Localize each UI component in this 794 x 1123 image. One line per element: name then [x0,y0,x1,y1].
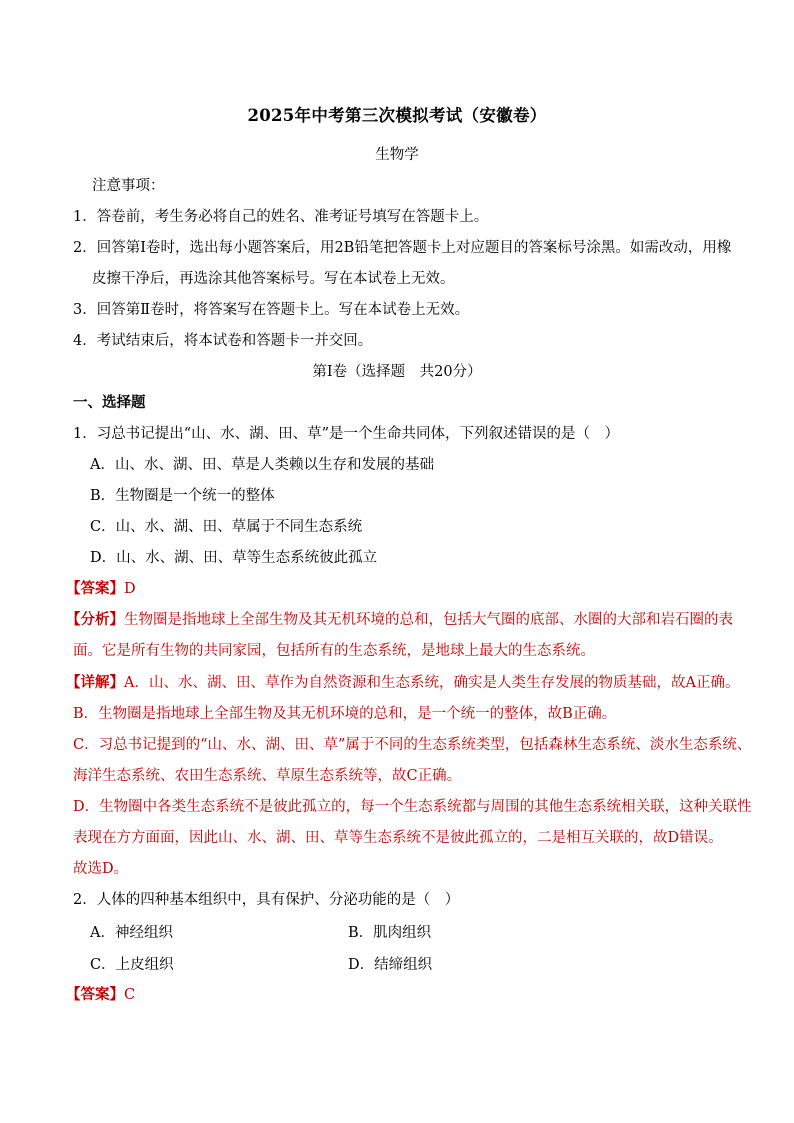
notice-heading: 注意事项： [92,178,165,194]
q1-analysis-line-1 [66,610,733,630]
q1-analysis-line-2: 面。它是所有生物的共同家园，包括所有的生态系统，是地球上最大的生态系统。 [73,643,595,659]
section-title: 一、选择题 [73,394,146,411]
q1-detail-line-7: 故选D。 [73,861,129,877]
answer-value: C [124,987,136,1003]
answer-value: D [124,581,136,597]
detail-text: A．山、水、湖、田、草作为自然资源和生态系统，确实是人类生存发展的物质基础，故A正确。 [124,675,740,691]
q2-option-d: D．结缔组织 [348,957,433,973]
detail-tag: 【详解】 [66,674,124,691]
q2-answer [66,985,135,1005]
q1-detail-line-6: 表现在方方面面，因此山、水、湖、田、草等生态系统不是彼此孤立的，二是相互关联的，故D错误。 [73,830,723,846]
q1-detail-line-3: C．习总书记提到的“山、水、湖、田、草”属于不同的生态系统类型，包括森林生态系统、淡水生态系统、 [73,737,752,753]
subject-label: 生物学 [375,147,419,163]
q1-option-d: D．山、水、湖、田、草等生态系统彼此孤立 [90,550,378,566]
q1-detail-line-5: D．生物圈中各类生态系统不是彼此孤立的，每一个生态系统都与周围的其他生态系统相关联，这种关联性 [73,799,752,815]
q1-option-c: C．山、水、湖、田、草属于不同生态系统 [90,519,363,535]
part1-title: 第Ⅰ卷（选择题 共20分） [312,364,482,380]
q1-detail-line-1 [66,673,739,693]
analysis-tag: 【分析】 [66,611,124,628]
answer-tag: 【答案】 [66,580,124,597]
notice-item-2: 2．回答第Ⅰ卷时，选出每小题答案后，用2B铅笔把答题卡上对应题目的答案标号涂黑。如需改动，用橡 [73,240,732,256]
answer-tag: 【答案】 [66,986,124,1003]
notice-item-1: 1．答卷前，考生务必将自己的姓名、准考证号填写在答题卡上。 [73,209,489,225]
q1-option-a: A．山、水、湖、田、草是人类赖以生存和发展的基础 [90,457,434,473]
exam-title: 2025年中考第三次模拟考试（安徽卷） [247,106,547,125]
q1-option-b: B．生物圈是一个统一的整体 [90,488,275,504]
q1-answer [66,579,136,599]
q1-detail-line-2: B．生物圈是指地球上全部生物及其无机环境的总和，是一个统一的整体，故B正确。 [73,706,617,722]
q2-option-c: C．上皮组织 [90,957,174,973]
notice-item-4: 4．考试结束后，将本试卷和答题卡一并交回。 [73,333,373,349]
analysis-text: 生物圈是指地球上全部生物及其无机环境的总和，包括大气圈的底部、水圈的大部和岩石圈的表 [124,612,733,628]
q2-stem: 2．人体的四种基本组织中，具有保护、分泌功能的是（ ） [73,892,460,908]
q1-stem: 1．习总书记提出“山、水、湖、田、草”是一个生命共同体，下列叙述错误的是（ ） [73,426,620,442]
q2-option-a: A．神经组织 [90,925,173,941]
notice-item-2-cont: 皮擦干净后，再选涂其他答案标号。写在本试卷上无效。 [92,271,455,287]
q1-detail-line-4: 海洋生态系统、农田生态系统、草原生态系统等，故C正确。 [73,768,462,784]
notice-item-3: 3．回答第Ⅱ卷时，将答案写在答题卡上。写在本试卷上无效。 [73,302,470,318]
q2-option-b: B．肌肉组织 [348,925,432,941]
